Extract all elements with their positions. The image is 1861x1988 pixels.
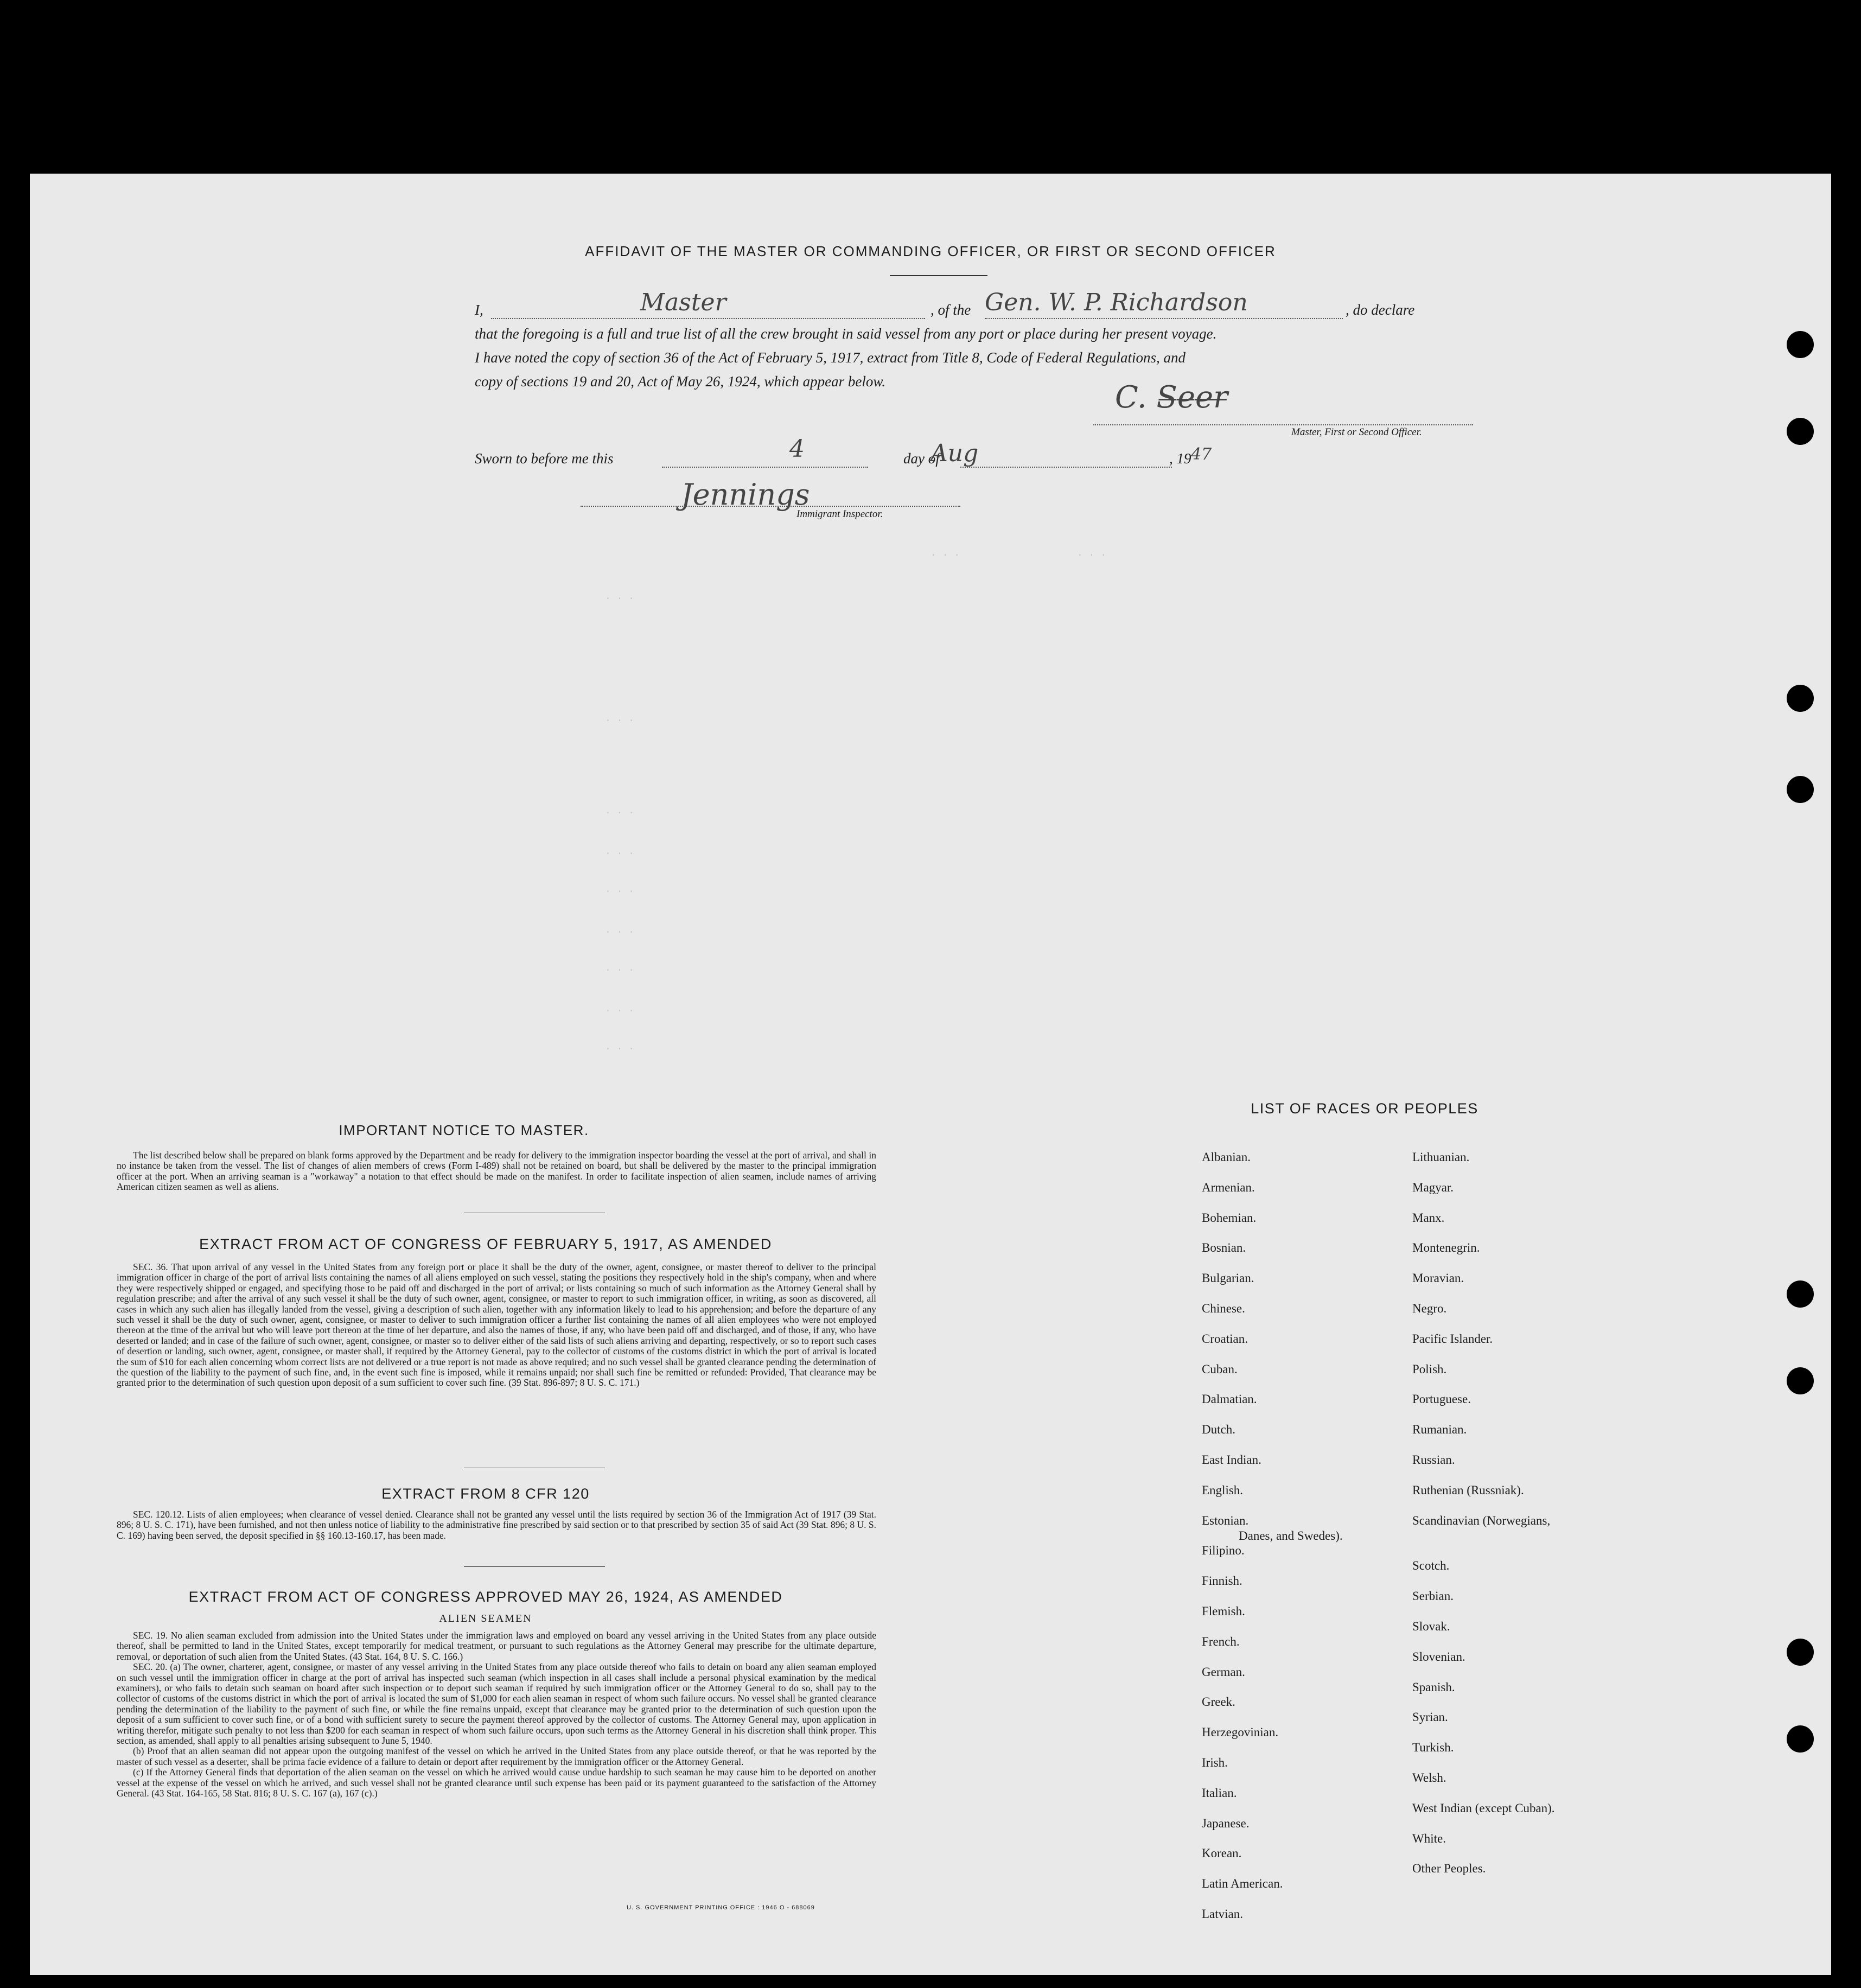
race-item: French.	[1202, 1634, 1240, 1648]
extract-1917-body: SEC. 36. That upon arrival of any vessel in the United States from any foreign port or place it shall be the duty of the owner, agent, consignee, or master thereof to deliver to the principal immigration officer in charge of the port of arrival lists containing the names of all aliens employed on such vessel, stating the positions they respectively hold in the ship's company, when and where they were respectively shipped or engaged, and specifying those to be paid off and discharged in the port of arrival; or lists containing so much of such information as the Attorney General shall by regulation prescribe; and after the arrival of any such vessel it shall be the duty of such owner, agent, consignee, or master to report to such immigration officer, in writing, as soon as discovered, all cases in which any such alien has illegally landed from the vessel, giving a description of such alien, together with any information likely to lead to his apprehension; and before the departure of any such vessel it shall be the duty of such owner, agent, consignee, or master to deliver to such immigration officer a further list containing the names of all alien employees who were not employed thereon at the time of the arrival but who will leave port thereon at the time of her departure, and also the names of those, if any, who have been paid off and discharged, and of those, if any, who have deserted or landed; and in case of the failure of such owner, agent, consignee, or master so to deliver either of the said lists of such aliens arriving and departing, respectively, or so to report such cases of desertion or landing, such owner, agent, consignee, or master shall, if required by the Attorney General, pay to the collector of customs of the customs district in which the port of arrival is located the sum of $10 for each alien concerning whom correct lists are not delivered or a true report is not made as above required; and no such vessel shall be granted clearance pending the determination of the question of the liability to the payment of such fine, and, in the event such fine is imposed, while it remains unpaid; nor shall such fine be remitted or refunded: Provided, That clearance may be granted prior to the determination of such question upon deposit of a sum sufficient to cover such fine. (39 Stat. 896-897; 8 U. S. C. 171.)	[117, 1261, 876, 1388]
race-item: Rumanian.	[1412, 1423, 1467, 1437]
race-item: Flemish.	[1202, 1604, 1245, 1618]
affidavit-line-3: I have noted the copy of section 36 of the Act of February 5, 1917, extract from Title 8, Code of Federal Regulations, and	[475, 349, 1186, 366]
race-item: Herzegovinian.	[1202, 1725, 1279, 1740]
race-item: Italian.	[1202, 1786, 1237, 1800]
race-item: Danes, and Swedes).	[1239, 1528, 1343, 1543]
handwritten-day: 4	[789, 435, 805, 463]
race-item: Estonian.	[1202, 1513, 1249, 1527]
affidavit-declare: , do declare	[1346, 302, 1415, 318]
race-item: Turkish.	[1412, 1741, 1454, 1755]
race-item: Japanese.	[1202, 1816, 1250, 1830]
sec-20a: SEC. 20. (a) The owner, charterer, agent, consignee, or master of any vessel arriving in the United States from any place outside thereof who fails to detain on board any alien seaman employed on such vessel until the immigration officer in charge at the port of arrival has inspected such seaman (which inspection in all cases shall include a personal physical examination by the medical examiners), or who fails to detain such seaman on board after such inspection or to deport such seaman if required by such immigration officer or the Attorney General to do so, shall pay to the collector of customs of the customs district in which the port of arrival is located the sum of $1,000 for each alien seaman in respect of whom such failure occurs. No vessel shall be granted clearance pending the determination of the liability to the payment of such fine, or while the fine remains unpaid, except that clearance may be granted prior to the determination of such question upon the deposit of a sum sufficient to cover such fine, or of a bond with sufficient surety to secure the payment thereof approved by the collector of customs. The Attorney General may, upon application in writing therefor, mitigate such penalty to not less than $200 for each seaman in respect of whom such failure occurs, upon such terms as the Attorney General in his discretion shall think proper. This section, as amended, shall apply to all penalties arising subsequent to June 5, 1940.	[117, 1661, 876, 1747]
inspector-signature-line	[581, 506, 960, 507]
race-item: Russian.	[1412, 1453, 1455, 1467]
race-item: Moravian.	[1412, 1271, 1464, 1285]
printing-office-footer: U. S. GOVERNMENT PRINTING OFFICE : 1946 O - 688069	[627, 1904, 815, 1911]
races-title: LIST OF RACES OR PEOPLES	[1251, 1100, 1478, 1117]
race-item: Chinese.	[1202, 1302, 1245, 1315]
title-rule	[890, 275, 987, 276]
race-item: Greek.	[1202, 1695, 1235, 1709]
race-item: Welsh.	[1412, 1771, 1446, 1785]
sworn-year: , 19	[1169, 450, 1191, 467]
sec-19: SEC. 19. No alien seaman excluded from admission into the United States under the immigration laws and employed on board any vessel arriving in the United States from any place outside thereof, shall be permitted to land in the United States, except temporarily for medical treatment, or pursuant to such regulations as the Attorney General may prescribe for the ultimate departure, removal, or deportation of such alien from the United States. (43 Stat. 164, 8 U. S. C. 166.)	[117, 1630, 876, 1662]
sworn-day-of: day of	[903, 450, 940, 467]
race-item: Other Peoples.	[1412, 1862, 1486, 1876]
notice-body: The list described below shall be prepared on blank forms approved by the Department and be ready for delivery to the immigration inspector boarding the vessel at the port of arrival, and shall in no instance be taken from the vessel. The list of changes of alien members of crews (Form I-489) shall not be retained on board, but shall be delivered by the master to the principal immigration officer at the port. When an arriving seaman is a "workaway" a notation to that effect should be made on the manifest. In order to facilitate inspection of alien seamen, include names of arriving American citizen seamen as well as aliens.	[117, 1150, 876, 1193]
sworn-line	[475, 450, 1289, 467]
race-item: Korean.	[1202, 1846, 1242, 1860]
race-item: Bosnian.	[1202, 1241, 1246, 1255]
race-item: Portuguese.	[1412, 1392, 1471, 1406]
notice-title: IMPORTANT NOTICE TO MASTER.	[339, 1122, 589, 1138]
sec-20c: (c) If the Attorney General finds that deportation of the alien seaman on the vessel on which he arrived would cause undue hardship to such seaman he may cause him to be deported on another vessel at the expense of the vessel on which he arrived, and such vessel shall not be granted clearance until such expense has been paid or its payment guaranteed to the satisfaction of the Attorney General. (43 Stat. 164-165, 58 Stat. 816; 8 U. S. C. 167 (a), 167 (c).)	[117, 1767, 876, 1799]
race-item: Spanish.	[1412, 1680, 1455, 1694]
sworn-prefix: Sworn to before me this	[475, 450, 614, 467]
punch-hole	[1787, 1639, 1814, 1666]
punch-hole	[1787, 1367, 1814, 1394]
race-item: Pacific Islander.	[1412, 1331, 1493, 1346]
race-item: Montenegrin.	[1412, 1241, 1480, 1255]
race-item: Filipino.	[1202, 1544, 1245, 1558]
race-item: Latvian.	[1202, 1907, 1243, 1921]
punch-hole	[1787, 1725, 1814, 1753]
race-item: Slovenian.	[1412, 1649, 1465, 1664]
race-item: Cuban.	[1202, 1362, 1238, 1376]
race-item: Polish.	[1412, 1362, 1447, 1376]
punch-hole	[1787, 418, 1814, 445]
extract-cfr-title: EXTRACT FROM 8 CFR 120	[381, 1486, 590, 1502]
race-item: White.	[1412, 1831, 1446, 1845]
race-item: English.	[1202, 1483, 1244, 1497]
punch-hole	[1787, 776, 1814, 803]
race-item: Bohemian.	[1202, 1210, 1257, 1225]
race-item: Finnish.	[1202, 1574, 1242, 1588]
affidavit-i: I,	[475, 302, 483, 318]
race-item: Scotch.	[1412, 1559, 1450, 1573]
race-item: Latin American.	[1202, 1877, 1283, 1891]
inspector-caption: Immigrant Inspector.	[796, 508, 883, 520]
divider-rule	[464, 1566, 605, 1567]
sec-20b: (b) Proof that an alien seaman did not appear upon the outgoing manifest of the vessel on which he arrived in the United States from any place outside thereof, or that he was reported by the master of such vessel as a deserter, shall be prima facie evidence of a failure to detain or deport after requirement by the immigration officer or the Attorney General.	[117, 1745, 876, 1767]
extract-cfr-body: SEC. 120.12. Lists of alien employees; when clearance of vessel denied. Clearance shall not be granted any vessel until the lists required by section 36 of the Immigration Act of 1917 (39 Stat. 896; 8 U. S. C. 171), have been furnished, and not then unless notice of liability to the administrative fine prescribed by said section or to that prescribed by section 35 of said Act (39 Stat. 896; 8 U. S. C. 169) having been served, the deposit specified in §§ 160.13-160.17, has been made.	[117, 1509, 876, 1541]
affidavit-line-4: copy of sections 19 and 20, Act of May 26, 1924, which appear below.	[475, 373, 886, 390]
punch-hole	[1787, 1280, 1814, 1308]
race-item: West Indian (except Cuban).	[1412, 1801, 1555, 1815]
affidavit-title: AFFIDAVIT OF THE MASTER OR COMMANDING OFFICER, OR FIRST OR SECOND OFFICER	[585, 243, 1276, 259]
punch-hole	[1787, 685, 1814, 712]
race-item: Syrian.	[1412, 1710, 1448, 1724]
race-item: Dutch.	[1202, 1423, 1235, 1437]
race-item: Armenian.	[1202, 1180, 1255, 1194]
punch-hole	[1787, 331, 1814, 358]
handwritten-vessel-name: Gen. W. P. Richardson	[985, 289, 1248, 316]
officer-caption: Master, First or Second Officer.	[1291, 426, 1422, 438]
officer-signature-line	[1093, 424, 1473, 425]
race-item: Negro.	[1412, 1302, 1447, 1315]
race-item: Irish.	[1202, 1756, 1228, 1769]
handwritten-rank: Master	[640, 289, 726, 316]
race-item: Serbian.	[1412, 1589, 1454, 1603]
officer-signature: C. S̶e̶e̶r̶	[1115, 380, 1228, 415]
race-item: Scandinavian (Norwegians,	[1412, 1513, 1551, 1527]
extract-1924-subtitle: ALIEN SEAMEN	[439, 1613, 532, 1624]
race-item: Lithuanian.	[1412, 1150, 1470, 1164]
race-item: Albanian.	[1202, 1150, 1251, 1164]
race-item: Magyar.	[1412, 1180, 1454, 1194]
extract-1924-body	[117, 1630, 876, 1799]
affidavit-line-2: that the foregoing is a full and true list of all the crew brought in said vessel from any port or place during her present voyage.	[475, 326, 1217, 342]
inspector-signature: Jennings	[681, 477, 810, 512]
race-item: East Indian.	[1202, 1453, 1261, 1467]
handwritten-year-end: 47	[1191, 445, 1212, 464]
race-item: Ruthenian (Russniak).	[1412, 1483, 1524, 1497]
race-item: Slovak.	[1412, 1620, 1450, 1633]
race-item: Manx.	[1412, 1210, 1445, 1225]
race-item: Bulgarian.	[1202, 1271, 1254, 1285]
affidavit-line-1	[475, 302, 1468, 318]
extract-1917-title: EXTRACT FROM ACT OF CONGRESS OF FEBRUARY 5, 1917, AS AMENDED	[199, 1236, 772, 1252]
race-item: Croatian.	[1202, 1331, 1248, 1346]
extract-1924-title: EXTRACT FROM ACT OF CONGRESS APPROVED MAY 26, 1924, AS AMENDED	[188, 1589, 783, 1605]
race-item: Dalmatian.	[1202, 1392, 1257, 1406]
affidavit-of-the: , of the	[930, 302, 971, 318]
race-item: German.	[1202, 1665, 1245, 1679]
manifest-page: AFFIDAVIT OF THE MASTER OR COMMANDING OFFICER, OR FIRST OR SECOND OFFICER I, , of the , do declare Master Gen. W. P. Richardson that the foregoing is a full and true list of all the crew brought in said vessel from any port or place during her present voyage. I have noted the copy of section 36 of the Act of February 5, 1917, extract from Title 8, Code of Federal Regulations, and copy of sections 19 and 20, Act of May 26, 1924, which appear below. C. S̶e̶e̶r̶ Master, First or Second Officer. Sworn to before me this day of , 19 4 Aug 47 Jennings Immigrant Inspector. . . . . . . . . . . . . . . . . . . . . . . . . . . . . . . . . . IMPORTANT NOTICE TO MASTER. The list described below shall be prepared on blank forms approved by the Department and be ready for delivery to the immigration inspector boarding the vessel at the port of arrival, and shall in no instance be taken from the vessel. The list of changes of alien members of crews (Form I-489) shall not be retained on board, but shall be delivered by the master to the principal immigration officer at the port. When an arriving seaman is a "workaway" a notation to that effect should be made on the manifest. In order to facilitate inspection of alien seamen, include names of arriving American citizen seamen as well as aliens. EXTRACT FROM ACT OF CONGRESS OF FEBRUARY 5, 1917, AS AMENDED SEC. 36. That upon arrival of any vessel in the United States from any foreign port or place it shall be the duty of the owner, agent, consignee, or master thereof to deliver to the principal immigration officer in charge of the port of arrival lists containing the names of all aliens employed on such vessel, stating the positions they respectively hold in the ship's company, when and where they were respectively shipped or engaged, and specifying those to be paid off and discharged in the port of arrival; or lists containing so much of such information as the Attorney General shall by regulation prescribe; and after the arrival of any such vessel it shall be the duty of such owner, agent, consignee, or master to report to such immigration officer, in writing, as soon as discovered, all cases in which any such alien has illegally landed from the vessel, giving a description of such alien, together with any information likely to lead to his apprehension; and before the departure of any such vessel it shall be the duty of such owner, agent, consignee, or master to deliver to such immigration officer a further list containing the names of all alien employees who were not employed thereon at the time of the arrival but who will leave port thereon at the time of her departure, and also the names of those, if any, who have been paid off and discharged, and of those, if any, who have deserted or landed; and in case of the failure of such owner, agent, consignee, or master so to deliver either of the said lists of such aliens arriving and departing, respectively, or so to report such cases of desertion or landing, such owner, agent, consignee, or master shall, if required by the Attorney General, pay to the collector of customs of the customs district in which the port of arrival is located the sum of $10 for each alien concerning whom correct lists are not delivered or a true report is not made as above required; and no such vessel shall be granted clearance pending the determination of the question of the liability to the payment of such fine, and, in the event such fine is imposed, while it remains unpaid; nor shall such fine be remitted or refunded: Provided, That clearance may be granted prior to the determination of such question upon deposit of a sum sufficient to cover such fine. (39 Stat. 896-897; 8 U. S. C. 171.) EXTRACT FROM 8 CFR 120 SEC. 120.12. Lists of alien employees; when clearance of vessel denied. Clearance shall not be granted any vessel until the lists required by section 36 of the Immigration Act of 1917 (39 Stat. 896; 8 U. S. C. 171), have been furnished, and not then unless notice of liability to the administrative fine prescribed by said section or to that prescribed by section 35 of said Act (39 Stat. 896; 8 U. S. C. 169) having been served, the deposit specified in §§ 160.13-160.17, has been made. EXTRACT FROM ACT OF CONGRESS APPROVED MAY 26, 1924, AS AMENDED ALIEN SEAMEN SEC. 19. No alien seaman excluded from admission into the United States under the immigration laws and employed on board any vessel arriving in the United States from any place outside thereof, shall be permitted to land in the United States, except temporarily for medical treatment, or pursuant to such regulations as the Attorney General may prescribe for the ultimate departure, removal, or deportation of such alien from the United States. (43 Stat. 164, 8 U. S. C. 166.) SEC. 20. (a) The owner, charterer, agent, consignee, or master of any vessel arriving in the United States from any place outside thereof who fails to detain on board any alien seaman employed on such vessel until the immigration officer in charge at the port of arrival has inspected such seaman (which inspection in all cases shall include a personal physical examination by the medical examiners), or who fails to detain such seaman on board after such inspection or to deport such seaman if required by such immigration officer or the Attorney General to do so, shall pay to the collector of customs of the customs district in which the port of arrival is located the sum of $1,000 for each alien seaman in respect of whom such failure occurs. No vessel shall be granted clearance pending the determination of the liability to the payment of such fine, or while the fine remains unpaid, except that clearance may be granted prior to the determination of such question upon the deposit of a sum sufficient to cover such fine, or of a bond with sufficient surety to secure the payment thereof approved by the collector of customs. The Attorney General may, upon application in writing therefor, mitigate such penalty to not less than $200 for each seaman in respect of whom such failure occurs, upon such terms as the Attorney General in his discretion shall think proper. This section, as amended, shall apply to all penalties arising subsequent to June 5, 1940. (b) Proof that an alien seaman did not appear upon the outgoing manifest of the vessel on which he arrived in the United States from any place outside thereof, or that he was reported by the master of such vessel as a deserter, shall be prima facie evidence of a failure to detain or deport after requirement by the immigration officer or the Attorney General. (c) If the Attorney General finds that deportation of the alien seaman on the vessel on which he arrived would cause undue hardship to such seaman he may cause him to be deported on another vessel at the expense of the vessel on which he arrived, and such vessel shall not be granted clearance until such expense has been paid or its payment guaranteed to the satisfaction of the Attorney General. (43 Stat. 164-165, 58 Stat. 816; 8 U. S. C. 167 (a), 167 (c).) LIST OF RACES OR PEOPLES Albanian. Armenian. Bohemian. Bosnian. Bulgarian. Chinese. Croatian. Cuban. Dalmatian. Dutch. East Indian. English. Estonian. Filipino. Finnish. Flemish. French. German. Greek. Herzegovinian. Irish. Italian. Japanese. Korean. Latin American. Latvian. Lithuanian. Magyar. Manx. Montenegrin. Moravian. Negro. Pacific Islander. Polish. Portuguese. Rumanian. Russian. Ruthenian (Russniak). Scandinavian (Norwegians, Danes, and Swedes). Scotch. Serbian. Slovak. Slovenian. Spanish. Syrian. Turkish. Welsh. West Indian (except Cuban). White. Other Peoples. U. S. GOVERNMENT PRINTING OFFICE : 1946 O - 688069	[30, 174, 1831, 1975]
handwritten-month: Aug	[930, 439, 979, 467]
